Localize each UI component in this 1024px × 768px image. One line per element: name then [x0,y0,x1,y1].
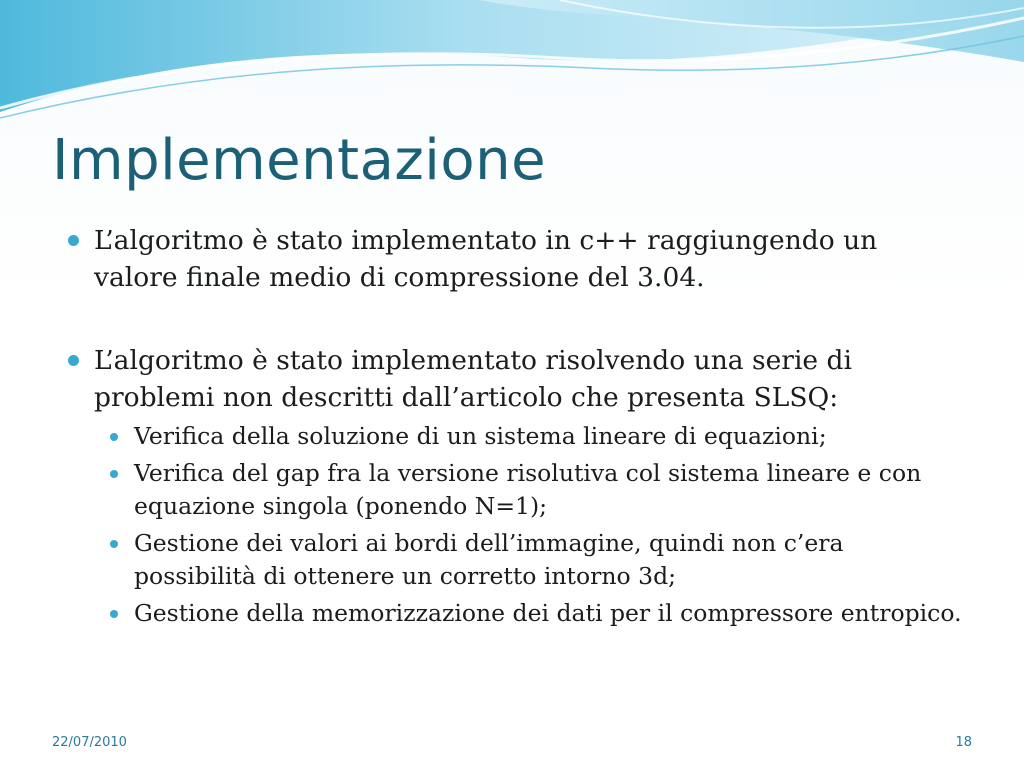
slide-number: 18 [955,735,972,750]
sub-bullet-text: Gestione dei valori ai bordi dell’immagine, quindi non c’era possibilità di ottenere un corretto intorno 3d; [134,529,844,590]
sub-bullet-list [104,420,962,630]
slide-content [62,222,962,634]
header-wave-decoration [0,0,1024,130]
slide-title: Implementazione [52,128,547,193]
sub-bullet-text: Gestione della memorizzazione dei dati per il compressore entropico. [134,599,962,627]
sub-bullet-item [104,527,962,593]
sub-bullet-dot-icon [110,540,118,548]
bullet-text: L’algoritmo è stato implementato in c++ raggiungendo un valore finale medio di compressione del 3.04. [94,225,878,293]
bullet-dot-icon [68,235,79,246]
sub-bullet-dot-icon [110,470,118,478]
sub-bullet-item [104,420,962,453]
footer-date: 22/07/2010 [52,735,127,750]
bullet-item [62,342,962,416]
sub-bullet-text: Verifica della soluzione di un sistema lineare di equazioni; [134,422,827,450]
sub-bullet-item [104,597,962,630]
sub-bullet-text: Verifica del gap fra la versione risolutiva col sistema lineare e con equazione singola (ponendo N=1); [134,459,922,520]
bullet-dot-icon [68,355,79,366]
bullet-item [62,222,962,296]
sub-bullet-item [104,457,962,523]
sub-bullet-dot-icon [110,610,118,618]
sub-bullet-dot-icon [110,433,118,441]
bullet-text: L’algoritmo è stato implementato risolvendo una serie di problemi non descritti dall’articolo che presenta SLSQ: [94,345,852,413]
